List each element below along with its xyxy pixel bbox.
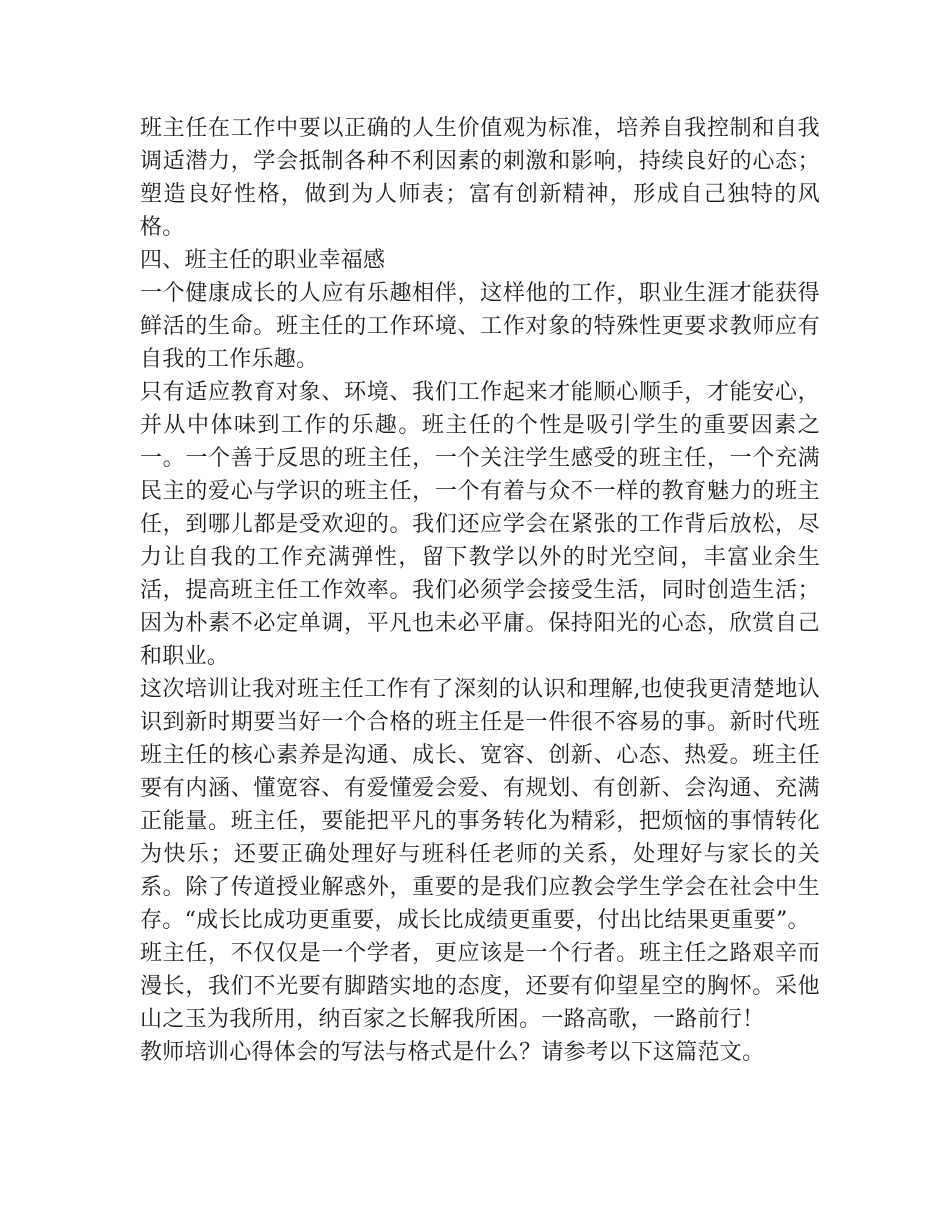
paragraph-closing-prompt: 教师培训心得体会的写法与格式是什么？请参考以下这篇范文。 (140, 1040, 765, 1065)
paragraph-self-control: 班主任在工作中要以正确的人生价值观为标准，培养自我控制和自我调适潜力，学会抵制各种不利因素的刺激和影响，持续良好的心态；塑造良好性格，做到为人师表；富有创新精神，形成自己独特的风格。 (140, 116, 820, 240)
document-body (140, 112, 820, 1069)
paragraph-joy-of-work: 一个健康成长的人应有乐趣相伴，这样他的工作，职业生涯才能获得鲜活的生命。班主任的工作环境、工作对象的特殊性更要求教师应有自我的工作乐趣。 (140, 281, 820, 372)
section-heading-happiness: 四、班主任的职业幸福感 (140, 248, 386, 273)
paragraph-adapt-and-relax: 只有适应教育对象、环境、我们工作起来才能顺心顺手，才能安心，并从中体味到工作的乐趣。班主任的个性是吸引学生的重要因素之一。一个善于反思的班主任，一个关注学生感受的班主任，一个充满民主的爱心与学识的班主任，一个有着与众不一样的教育魅力的班主任，到哪儿都是受欢迎的。我们还应学会在紧张的工作背后放松，尽力让自我的工作充满弹性，留下教学以外的时光空间，丰富业余生活，提高班主任工作效率。我们必须学会接受生活，同时创造生活；因为朴素不必定单调，平凡也未必平庸。保持阳光的心态，欣赏自己和职业。 (140, 380, 820, 669)
paragraph-training-reflection: 这次培训让我对班主任工作有了深刻的认识和理解,也使我更清楚地认识到新时期要当好一个合格的班主任是一件很不容易的事。新时代班班主任的核心素养是沟通、成长、宽容、创新、心态、热爱。班主任要有内涵、懂宽容、有爱懂爱会爱、有规划、有创新、会沟通、充满正能量。班主任，要能把平凡的事务转化为精彩，把烦恼的事情转化为快乐；还要正确处理好与班科任老师的关系，处理好与家长的关系。除了传道授业解惑外，重要的是我们应教会学生学会在社会中生存。“成长比成功更重要，成长比成绩更重要，付出比结果更重要”。 (140, 677, 820, 933)
paragraph-scholar-and-doer: 班主任，不仅仅是一个学者，更应该是一个行者。班主任之路艰辛而漫长，我们不光要有脚踏实地的态度，还要有仰望星空的胸怀。采他山之玉为我所用，纳百家之长解我所困。一路高歌，一路前行！ (140, 941, 820, 1032)
